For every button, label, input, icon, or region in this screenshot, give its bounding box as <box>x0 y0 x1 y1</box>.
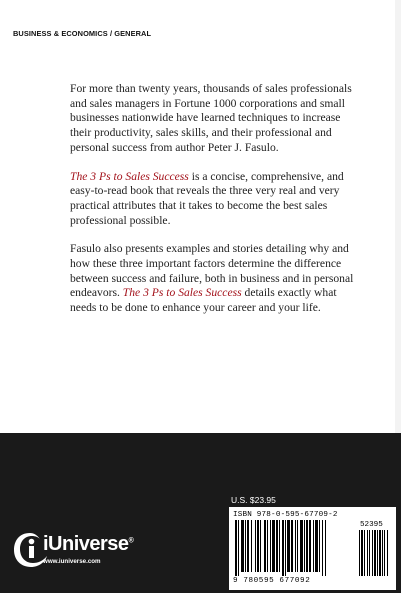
barcode-addon-bar <box>372 530 373 576</box>
barcode-bar <box>304 520 305 572</box>
barcode-addon-bar <box>387 530 388 576</box>
spine-edge <box>395 0 401 433</box>
barcode-bar <box>282 520 284 576</box>
barcode-addon-bar <box>367 530 368 576</box>
barcode-bar <box>313 520 314 572</box>
barcode-bar <box>264 520 266 572</box>
barcode-bar <box>257 520 259 572</box>
barcode-digits: 9 780595 677092 <box>233 577 311 585</box>
barcode-addon-bar <box>364 530 365 576</box>
barcode-bar <box>297 520 298 572</box>
blurb-paragraph-2 <box>70 170 360 229</box>
barcode-bar <box>245 520 246 572</box>
category-label: BUSINESS & ECONOMICS / GENERAL <box>13 29 152 38</box>
book-title-mention: The 3 Ps to Sales Success <box>122 286 242 300</box>
blurb-paragraph-3 <box>70 242 360 316</box>
book-title-mention: The 3 Ps to Sales Success <box>70 169 189 183</box>
publisher-url: www.iuniverse.com <box>43 558 101 565</box>
barcode-bar <box>315 520 318 572</box>
barcode-bar <box>287 520 290 572</box>
logo-word: iUniverse <box>43 533 129 555</box>
barcode-bar <box>267 520 268 572</box>
barcode-bar <box>255 520 256 572</box>
barcode-bar <box>322 520 323 576</box>
barcode-bar <box>325 520 326 576</box>
barcode-bar <box>272 520 275 572</box>
barcode-addon-bar <box>359 530 360 576</box>
barcode-addon-bar <box>377 530 378 576</box>
barcode-addon-bar <box>369 530 370 576</box>
barcode-bar <box>291 520 293 572</box>
barcode-addon-bar <box>374 530 376 576</box>
barcode-addon-bar <box>384 530 385 576</box>
price-code: 52395 <box>360 521 383 529</box>
barcode-addon-bar <box>361 530 363 576</box>
barcode-bar <box>241 520 244 572</box>
blurb-paragraph-3-text: Fasulo also presents examples and stories detailing why and how these three important factors determine the difference between success and failure, both in business and in personal endeavors. <box>70 242 354 300</box>
barcode <box>233 520 393 576</box>
barcode-bar <box>276 520 278 572</box>
barcode-bar <box>295 520 296 572</box>
barcode-bar <box>247 520 249 572</box>
barcode-bar <box>238 520 239 576</box>
barcode-bar <box>285 520 286 576</box>
barcode-bar <box>319 520 320 572</box>
barcode-addon-bar <box>379 530 381 576</box>
barcode-bar <box>270 520 271 572</box>
barcode-bar <box>309 520 311 572</box>
barcode-bar <box>300 520 303 572</box>
publisher-logo-text <box>43 533 133 556</box>
barcode-bar <box>279 520 280 572</box>
barcode-bar <box>306 520 308 572</box>
barcode-bar <box>251 520 252 572</box>
back-cover-blurb <box>70 82 360 330</box>
barcode-bar <box>260 520 261 572</box>
barcode-bar <box>235 520 237 576</box>
blurb-paragraph-1: For more than twenty years, thousands of sales professionals and sales managers in Fortune 1000 corporations and small businesses nationwide have learned techniques to increase their productivity, sales skills, and their professional and personal success from author Peter J. Fasulo. <box>70 82 352 154</box>
price-label: U.S. $23.95 <box>231 495 276 505</box>
isbn-label: ISBN 978-0-595-67709-2 <box>233 511 338 519</box>
blurb-paragraph-3-end: details exactly what needs to be done to enhance your career and your life. <box>70 286 337 315</box>
registered-mark: ® <box>128 537 134 545</box>
barcode-addon-bar <box>382 530 383 576</box>
blurb-paragraph-2-text: is a concise, comprehensive, and easy-to-read book that reveals the three very real and very practical attributes that it takes to become the best sales professional possible. <box>70 169 344 227</box>
